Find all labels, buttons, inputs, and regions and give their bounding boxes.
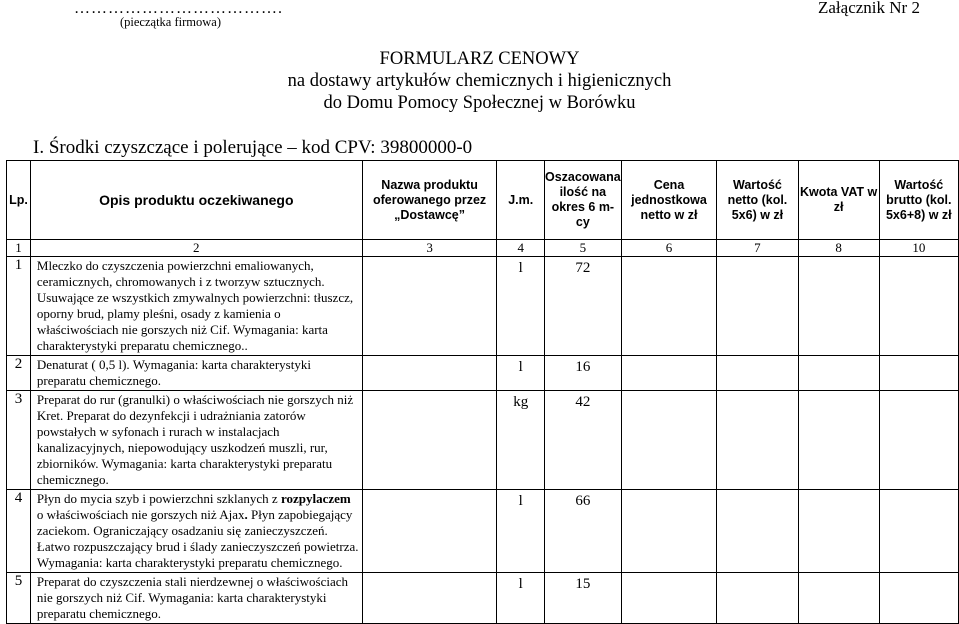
- row-gross-value: [879, 573, 958, 624]
- header-unit: J.m.: [497, 161, 545, 240]
- row-unit: l: [497, 573, 545, 624]
- row-lp: 5: [7, 573, 31, 624]
- table-row: [7, 573, 959, 624]
- row-quantity: 42: [544, 391, 621, 490]
- row-description: [30, 356, 362, 391]
- header-offered-product: Nazwa produktu oferowanego przez „Dostawcę”: [362, 161, 497, 240]
- row-vat: [798, 490, 879, 573]
- row-description: [30, 391, 362, 490]
- row-lp: 2: [7, 356, 31, 391]
- row-gross-value: [879, 490, 958, 573]
- column-number: 8: [798, 240, 879, 257]
- row-quantity: 72: [544, 257, 621, 356]
- table-row: [7, 391, 959, 490]
- description-segment: Denaturat ( 0,5 l). Wymagania: karta charakterystyki preparatu chemicznego.: [36, 357, 311, 388]
- column-number: 3: [362, 240, 497, 257]
- column-number: 5: [544, 240, 621, 257]
- row-unit-price: [621, 573, 717, 624]
- row-lp: 1: [7, 257, 31, 356]
- row-net-value: [717, 356, 798, 391]
- header-lp: Lp.: [7, 161, 31, 240]
- row-vat: [798, 391, 879, 490]
- column-number: 7: [717, 240, 798, 257]
- header-gross-value: Wartość brutto (kol. 5x6+8) w zł: [879, 161, 958, 240]
- description-segment: Preparat do czyszczenia stali nierdzewnej o właściwościach nie gorszych niż Cif. Wymagania: karta charakterystyki preparatu chemicznego.: [36, 574, 349, 621]
- form-title: FORMULARZ CENOWY: [379, 49, 580, 69]
- column-number-row: [7, 240, 959, 257]
- row-offered-product: [362, 356, 497, 391]
- column-number: 10: [879, 240, 958, 257]
- row-quantity: 16: [544, 356, 621, 391]
- row-unit: l: [497, 257, 545, 356]
- annex-label: Załącznik Nr 2: [818, 0, 920, 17]
- description-segment: Mleczko do czyszczenia powierzchni emaliowanych, ceramicznych, chromowanych i z tworzyw sztucznych. Usuwające ze wszystkich zmywalnych powierzchni: tłuszcz, oporny brud, plamy pleśni, osady z kamienia o właściwościach nie gorszych niż Cif. Wymagania: karta charakterystyki preparatu chemicznego..: [36, 258, 354, 353]
- column-number: 2: [30, 240, 362, 257]
- row-unit: l: [497, 490, 545, 573]
- column-number: 6: [621, 240, 717, 257]
- header-net-value: Wartość netto (kol. 5x6) w zł: [717, 161, 798, 240]
- row-quantity: 15: [544, 573, 621, 624]
- row-gross-value: [879, 257, 958, 356]
- row-quantity: 66: [544, 490, 621, 573]
- stamp-label: (pieczątka firmowa): [120, 15, 221, 29]
- description-segment: Płyn zapobiegający zaciekom. Ograniczający osadzaniu się zanieczyszczeń. Łatwo rozpuszczający brud i ślady zanieczyszczeń powietrza. Wymagania: karta charakterystyki preparatu chemicznego.: [36, 507, 359, 570]
- description-segment: o właściwościach nie gorszych niż Ajax: [36, 507, 245, 522]
- row-net-value: [717, 257, 798, 356]
- description-segment: Płyn do mycia szyb i powierzchni szklanych z: [36, 491, 281, 506]
- description-segment: Preparat do rur (granulki) o właściwościach nie gorszych niż Kret. Preparat do dezynfekcji i udrażniania zatorów powstałych w syfonach i rurach w instalacjach kanalizacyjnych, niepowodujący uszkodzeń muszli, rur, zbiorników. Wymagania: karta charakterystyki preparatu chemicznego.: [36, 392, 354, 487]
- row-description: [30, 257, 362, 356]
- row-gross-value: [879, 356, 958, 391]
- column-number: 1: [7, 240, 31, 257]
- row-unit-price: [621, 490, 717, 573]
- row-net-value: [717, 573, 798, 624]
- row-offered-product: [362, 391, 497, 490]
- row-net-value: [717, 391, 798, 490]
- row-unit-price: [621, 391, 717, 490]
- stamp-placeholder: ……………………………….: [74, 0, 283, 17]
- column-number: 4: [497, 240, 545, 257]
- form-subtitle: na dostawy artykułów chemicznych i higienicznych: [287, 71, 672, 91]
- row-offered-product: [362, 490, 497, 573]
- row-gross-value: [879, 391, 958, 490]
- header-vat: Kwota VAT w zł: [798, 161, 879, 240]
- row-unit-price: [621, 356, 717, 391]
- description-segment: rozpylaczem: [280, 491, 351, 506]
- table-row: [7, 490, 959, 573]
- row-lp: 4: [7, 490, 31, 573]
- row-net-value: [717, 490, 798, 573]
- row-vat: [798, 573, 879, 624]
- row-description: [30, 490, 362, 573]
- row-unit: kg: [497, 391, 545, 490]
- row-unit: l: [497, 356, 545, 391]
- price-table: [6, 160, 959, 624]
- table-row: [7, 356, 959, 391]
- row-offered-product: [362, 257, 497, 356]
- form-recipient: do Domu Pomocy Społecznej w Borówku: [323, 93, 636, 113]
- description-segment: .: [244, 507, 248, 522]
- header-quantity: Oszacowana ilość na okres 6 m-cy: [544, 161, 621, 240]
- header-unit-price: Cena jednostkowa netto w zł: [621, 161, 717, 240]
- row-offered-product: [362, 573, 497, 624]
- row-description: [30, 573, 362, 624]
- header-description: Opis produktu oczekiwanego: [30, 161, 362, 240]
- row-lp: 3: [7, 391, 31, 490]
- row-vat: [798, 356, 879, 391]
- table-row: [7, 257, 959, 356]
- row-vat: [798, 257, 879, 356]
- row-unit-price: [621, 257, 717, 356]
- section-heading: I. Środki czyszczące i polerujące – kod CPV: 39800000-0: [33, 137, 473, 158]
